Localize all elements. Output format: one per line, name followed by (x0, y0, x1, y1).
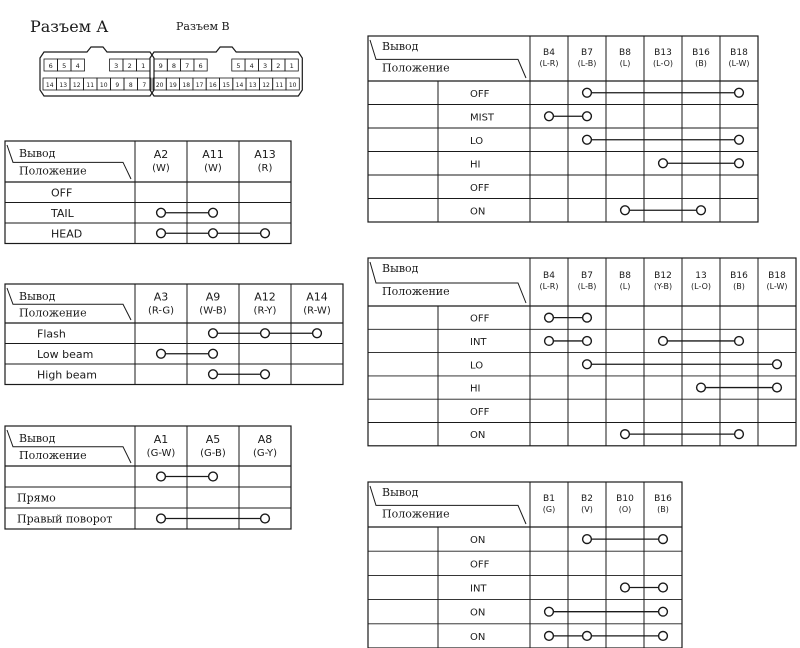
continuity-terminal-circle (209, 329, 218, 338)
row-position-label: TAIL (51, 206, 74, 220)
terminal-wire-color: (R) (257, 163, 273, 175)
continuity-terminal-circle (313, 329, 322, 338)
row-position-label: High beam (37, 368, 97, 382)
row-position-label: OFF (470, 559, 490, 571)
row-position-label: OFF (470, 406, 490, 418)
terminal-pin-label: B16 (654, 493, 672, 504)
continuity-terminal-circle (659, 583, 668, 592)
row-position-label: OFF (470, 313, 490, 325)
connector-pin-number: 14 (45, 82, 54, 89)
table-wiper-front (368, 36, 758, 222)
terminal-pin-label: A9 (205, 290, 221, 304)
connector-pin-number: 18 (182, 82, 191, 89)
connector-pin-number: 16 (209, 82, 217, 89)
terminal-wire-color: (R-Y) (253, 305, 277, 317)
row-position-label: HEAD (51, 227, 83, 241)
terminal-pin-label: B8 (619, 271, 631, 282)
connector-pin-number: 3 (262, 62, 268, 70)
terminal-pin-label: B16 (730, 271, 748, 282)
connector-pin-number: 19 (169, 82, 177, 89)
continuity-terminal-circle (545, 337, 554, 346)
row-position-label: HI (470, 159, 481, 171)
connector-pin-number: 10 (288, 82, 297, 89)
continuity-terminal-circle (209, 349, 218, 358)
row-position-label: OFF (470, 88, 490, 100)
connector-pin-number: 1 (141, 62, 146, 70)
continuity-terminal-circle (583, 360, 592, 369)
header-position-label: Положение (382, 284, 450, 298)
terminal-wire-color: (R-W) (303, 305, 331, 317)
connector-pin-number: 8 (171, 62, 177, 70)
connector-pin-number: 2 (276, 62, 281, 70)
terminal-pin-label: B7 (581, 47, 593, 58)
terminal-pin-label: A1 (153, 432, 169, 446)
continuity-terminal-circle (261, 229, 270, 238)
continuity-terminal-circle (261, 370, 270, 379)
terminal-pin-label: B12 (654, 271, 672, 282)
terminal-wire-color: (B) (657, 504, 669, 514)
terminal-pin-label: A12 (254, 290, 276, 304)
connector-pin-number: 6 (198, 62, 203, 70)
continuity-terminal-circle (735, 159, 744, 168)
connector-pin-number: 8 (128, 82, 133, 89)
continuity-terminal-circle (773, 383, 782, 392)
table-turn (5, 426, 291, 529)
header-position-label: Положение (382, 61, 450, 75)
continuity-terminal-circle (261, 514, 270, 523)
continuity-terminal-circle (209, 229, 218, 238)
terminal-wire-color: (L-W) (728, 58, 750, 68)
terminal-pin-label: B16 (692, 47, 710, 58)
row-position-label: MIST (470, 112, 495, 124)
continuity-terminal-circle (545, 112, 554, 121)
connector-pin-number: 20 (155, 82, 164, 89)
connector-pin-number: 7 (185, 62, 190, 70)
terminal-wire-color: (L-O) (653, 58, 673, 68)
terminal-wire-color: (G-Y) (252, 447, 278, 459)
continuity-terminal-circle (621, 206, 630, 215)
connector-a-title: Разъем А (30, 17, 109, 36)
row-position-label: LO (470, 135, 484, 147)
terminal-pin-label: A8 (257, 432, 273, 446)
terminal-pin-label: 13 (695, 271, 707, 282)
continuity-terminal-circle (157, 229, 166, 238)
terminal-wire-color: (R-G) (147, 305, 175, 317)
connector-pin-number: 13 (248, 82, 257, 89)
continuity-terminal-circle (735, 430, 744, 439)
continuity-terminal-circle (583, 313, 592, 322)
terminal-pin-label: B7 (581, 271, 593, 282)
connector-b-outline (150, 47, 302, 96)
continuity-terminal-circle (545, 607, 554, 616)
terminal-wire-color: (Y-B) (653, 282, 673, 292)
terminal-pin-label: B4 (543, 271, 555, 282)
terminal-wire-color: (G-W) (146, 447, 176, 459)
terminal-wire-color: (L-W) (766, 282, 788, 292)
connector-pin-number: 7 (142, 82, 147, 89)
terminal-wire-color: (L-B) (577, 58, 597, 68)
row-position-label: Правый поворот (17, 512, 113, 526)
connector-pin-number: 2 (127, 62, 132, 70)
row-position-label: ON (470, 631, 486, 643)
connector-pin-number: 11 (86, 82, 95, 89)
row-position-label: LO (470, 360, 484, 372)
terminal-wire-color: (L-B) (577, 282, 597, 292)
header-pin-label: Вывод (382, 262, 419, 275)
connector-pin-number: 12 (72, 82, 81, 89)
terminal-wire-color: (G-B) (200, 447, 226, 459)
terminal-pin-label: A5 (205, 432, 221, 446)
connector-pin-number: 17 (195, 82, 204, 89)
connector-pin-number: 3 (114, 62, 119, 70)
connector-a-outline (40, 47, 154, 96)
terminal-pin-label: B2 (581, 493, 593, 504)
terminal-pin-label: B18 (730, 47, 748, 58)
continuity-terminal-circle (621, 430, 630, 439)
table-beam (5, 284, 343, 385)
terminal-wire-color: (O) (618, 504, 632, 514)
connector-pin-number: 9 (115, 82, 120, 89)
continuity-terminal-circle (735, 88, 744, 97)
table-tail-head (5, 141, 291, 244)
terminal-pin-label: B1 (543, 493, 555, 504)
terminal-pin-label: A3 (153, 290, 169, 304)
table-washer-rear (368, 482, 682, 648)
continuity-terminal-circle (583, 112, 592, 121)
header-position-label: Положение (19, 164, 87, 178)
terminal-pin-label: A14 (306, 290, 328, 304)
continuity-terminal-circle (583, 135, 592, 144)
connector-pin-number: 6 (48, 62, 53, 70)
terminal-wire-color: (B) (733, 282, 745, 292)
continuity-terminal-circle (697, 383, 706, 392)
continuity-terminal-circle (659, 607, 668, 616)
continuity-terminal-circle (773, 360, 782, 369)
row-position-label: Low beam (37, 347, 94, 361)
terminal-wire-color: (V) (581, 504, 593, 514)
connector-pin-number: 15 (222, 82, 230, 89)
continuity-terminal-circle (735, 337, 744, 346)
row-position-label: ON (470, 430, 486, 442)
connector-pin-number: 5 (62, 62, 67, 70)
row-position-label: INT (470, 583, 487, 595)
connector-pin-number: 4 (249, 62, 254, 70)
row-position-label: OFF (51, 186, 73, 200)
header-pin-label: Вывод (19, 147, 56, 160)
header-position-label: Положение (19, 306, 87, 320)
continuity-terminal-circle (659, 159, 668, 168)
terminal-pin-label: B8 (619, 47, 631, 58)
row-position-label: OFF (470, 182, 490, 194)
connector-pin-number: 1 (289, 62, 294, 70)
continuity-terminal-circle (157, 208, 166, 217)
connector-b-title: Разъем В (176, 20, 230, 33)
connector-pin-number: 14 (235, 82, 244, 89)
terminal-pin-label: B4 (543, 47, 555, 58)
header-pin-label: Вывод (382, 486, 419, 499)
continuity-terminal-circle (621, 583, 630, 592)
connector-pin-number: 13 (59, 82, 68, 89)
header-position-label: Положение (19, 448, 87, 462)
terminal-wire-color: (W) (152, 163, 170, 175)
row-position-label: ON (470, 206, 486, 218)
connector-pin-number: 10 (99, 82, 108, 89)
terminal-pin-label: A2 (153, 148, 169, 162)
terminal-pin-label: B13 (654, 47, 672, 58)
terminal-wire-color: (W) (204, 163, 222, 175)
row-position-label: HI (470, 383, 481, 395)
continuity-terminal-circle (659, 632, 668, 641)
connector-pin-number: 11 (275, 82, 284, 89)
continuity-terminal-circle (583, 632, 592, 641)
row-position-label: Прямо (17, 491, 56, 505)
continuity-terminal-circle (209, 208, 218, 217)
terminal-wire-color: (L-O) (691, 282, 711, 292)
terminal-wire-color: (B) (695, 58, 707, 68)
continuity-terminal-circle (209, 370, 218, 379)
continuity-terminal-circle (157, 472, 166, 481)
continuity-terminal-circle (157, 514, 166, 523)
terminal-wire-color: (L-R) (539, 282, 559, 292)
terminal-wire-color: (L) (619, 58, 631, 68)
table-wiper-int (368, 258, 796, 446)
continuity-terminal-circle (697, 206, 706, 215)
row-position-label: ON (470, 535, 486, 547)
continuity-terminal-circle (545, 313, 554, 322)
terminal-pin-label: A13 (254, 148, 276, 162)
terminal-pin-label: B10 (616, 493, 634, 504)
continuity-terminal-circle (659, 337, 668, 346)
continuity-terminal-circle (545, 632, 554, 641)
continuity-terminal-circle (157, 349, 166, 358)
terminal-pin-label: B18 (768, 271, 786, 282)
continuity-terminal-circle (583, 88, 592, 97)
connector-pin-number: 5 (236, 62, 241, 70)
continuity-terminal-circle (659, 535, 668, 544)
terminal-pin-label: A11 (202, 148, 224, 162)
continuity-terminal-circle (209, 472, 218, 481)
terminal-wire-color: (W-B) (199, 305, 227, 317)
continuity-terminal-circle (583, 337, 592, 346)
connector-pin-number: 9 (158, 62, 163, 70)
header-pin-label: Вывод (19, 290, 56, 303)
connector-pin-number: 12 (262, 82, 270, 89)
continuity-terminal-circle (583, 535, 592, 544)
row-position-label: Flash (37, 327, 66, 341)
header-pin-label: Вывод (382, 40, 419, 53)
terminal-wire-color: (L) (619, 282, 631, 292)
header-pin-label: Вывод (19, 432, 56, 445)
continuity-terminal-circle (261, 329, 270, 338)
continuity-terminal-circle (735, 135, 744, 144)
header-position-label: Положение (382, 507, 450, 521)
terminal-wire-color: (G) (542, 504, 556, 514)
row-position-label: ON (470, 607, 486, 619)
terminal-wire-color: (L-R) (539, 58, 559, 68)
row-position-label: INT (470, 336, 487, 348)
connector-pin-number: 4 (75, 62, 80, 70)
